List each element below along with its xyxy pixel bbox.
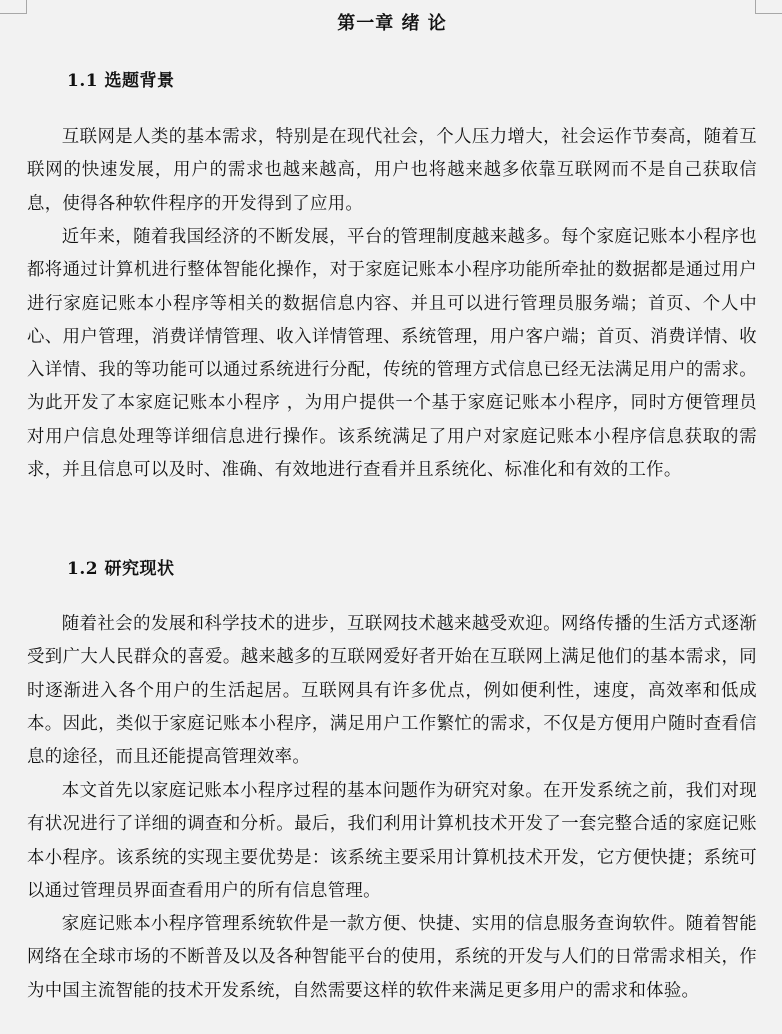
margin-corner-mark-top-right — [755, 0, 782, 14]
paragraph-status-3: 家庭记账本小程序管理系统软件是一款方便、快捷、实用的信息服务查询软件。随着智能网络在全球市场的不断普及以及各种智能平台的使用，系统的开发与人们的日常需求相关，作为中国主流智能的技术开发系统，自然需要这样的软件来满足更多用户的需求和体验。 — [27, 914, 757, 1001]
paragraph-background-2: 近年来，随着我国经济的不断发展，平台的管理制度越来越多。每个家庭记账本小程序也都将通过计算机进行整体智能化操作，对于家庭记账本小程序功能所牵扯的数据都是通过用户进行家庭记账本小程序等相关的数据信息内容、并且可以进行管理员服务端；首页、个人中心、用户管理，消费详情管理、收入详情管理、系统管理，用户客户端；首页、消费详情、收入详情、我的等功能可以通过系统进行分配，传统的管理方式信息已经无法满足用户的需求。为此开发了本家庭记账本小程序 ，为用户提供一个基于家庭记账本小程序，同时方便管理员对用户信息处理等详细信息进行操作。该系统满足了用户对家庭记账本小程序信息获取的需求，并且信息可以及时、准确、有效地进行查看并且系统化、标准化和有效的工作。 — [27, 227, 757, 481]
section-heading-1-2: 1.2 研究现状 — [67, 559, 175, 579]
paragraph-status-2: 本文首先以家庭记账本小程序过程的基本问题作为研究对象。在开发系统之前，我们对现有状况进行了详细的调查和分析。最后，我们利用计算机技术开发了一套完整合适的家庭记账本小程序。该系统的实现主要优势是：该系统主要采用计算机技术开发，它方便快捷；系统可以通过管理员界面查看用户的所有信息管理。 — [27, 781, 757, 901]
paragraph-status-1: 随着社会的发展和科学技术的进步，互联网技术越来越受欢迎。网络传播的生活方式逐渐受到广大人民群众的喜爱。越来越多的互联网爱好者开始在互联网上满足他们的基本需求，同时逐渐进入各个用户的生活起居。互联网具有许多优点，例如便利性，速度，高效率和低成本。因此，类似于家庭记账本小程序，满足用户工作繁忙的需求，不仅是方便用户随时查看信息的途径，而且还能提高管理效率。 — [27, 614, 757, 768]
chapter-title: 第一章 绪 论 — [337, 13, 447, 34]
section-heading-1-1: 1.1 选题背景 — [67, 71, 175, 91]
paragraph-background-1: 互联网是人类的基本需求，特别是在现代社会，个人压力增大，社会运作节奏高，随着互联网的快速发展，用户的需求也越来越高，用户也将越来越多依靠互联网而不是自己获取信息，使得各种软件程序的开发得到了应用。 — [27, 127, 757, 214]
margin-corner-mark-top-left — [0, 0, 27, 14]
